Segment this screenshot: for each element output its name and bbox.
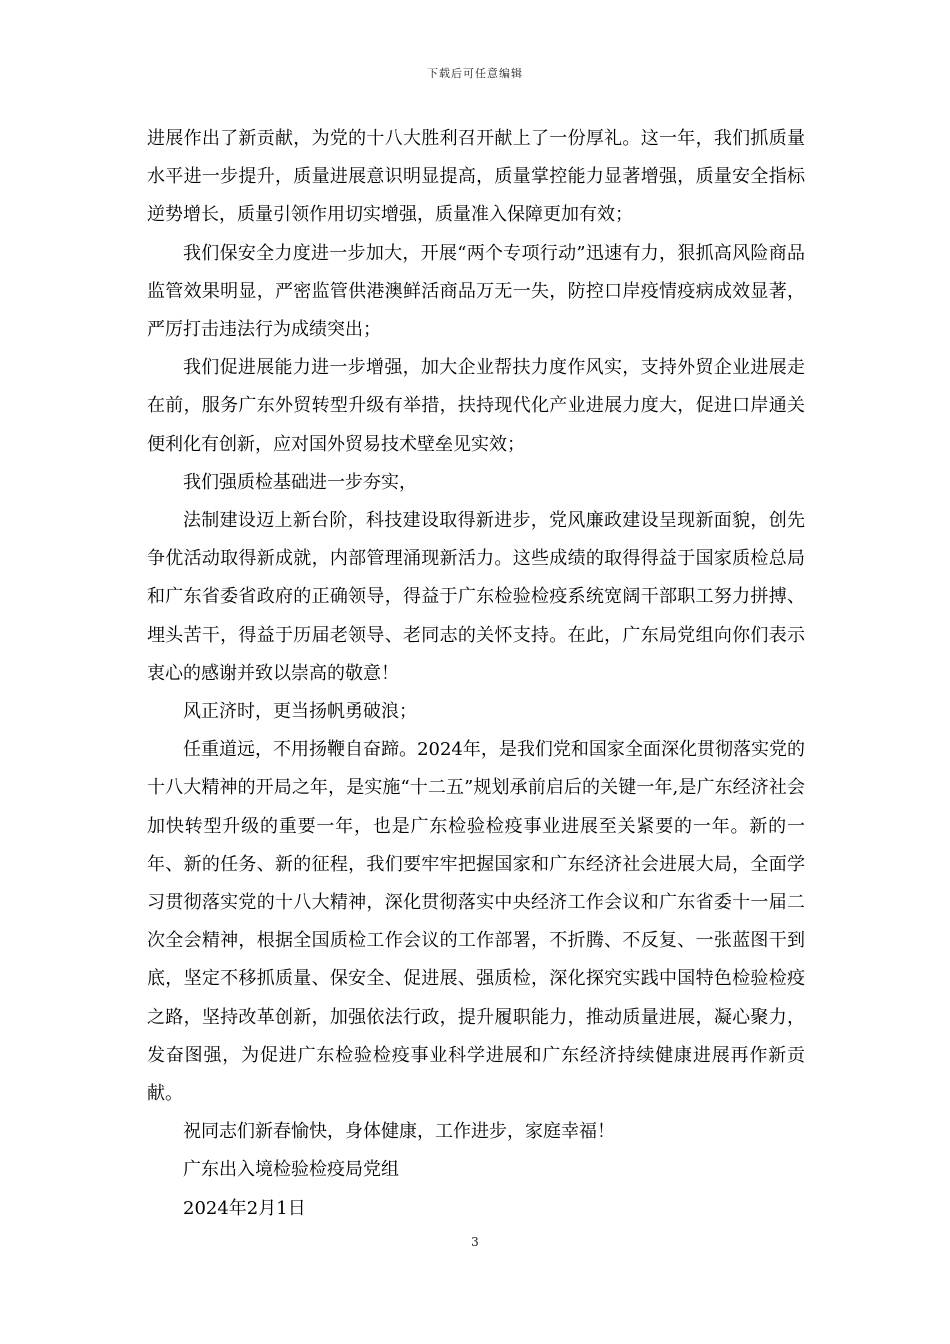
page-header-note: 下载后可任意编辑 [427, 67, 523, 80]
paragraph-development: 我们促进展能力进一步增强，加大企业帮扶力度作风实，支持外贸企业进展走在前，服务广东外贸转型升级有举措，扶持现代化产业进展力度大，促进口岸通关便利化有创新，应对国外贸易技术壁垒见实效； [147, 357, 805, 455]
document-body [147, 120, 805, 1228]
paragraph-motto-1: 风正济时，更当扬帆勇破浪； [183, 701, 417, 723]
paragraph-continuation: 进展作出了新贡献，为党的十八大胜利召开献上了一份厚礼。这一年，我们抓质量水平进一步提升，质量进展意识明显提高，质量掌控能力显著增强，质量安全指标逆势增长，质量引领作用切实增强，质量准入保障更加有效； [147, 128, 805, 226]
paragraph-quality-foundation: 我们强质检基础进一步夯实， [183, 471, 417, 493]
signature-organization: 广东出入境检验检疫局党组 [183, 1159, 399, 1181]
paragraph-safety: 我们保安全力度进一步加大，开展“两个专项行动”迅速有力，狠抓高风险商品监管效果明显，严密监管供港澳鲜活商品万无一失，防控口岸疫情疫病成效显著，严厉打击违法行为成绩突出； [147, 242, 805, 341]
paragraph-achievements: 法制建设迈上新台阶，科技建设取得新进步，党风廉政建设呈现新面貌，创先争优活动取得新成就，内部管理涌现新活力。这些成绩的取得得益于国家质检总局和广东省委省政府的正确领导，得益于广东检验检疫系统宽阔干部职工努力拼搏、埋头苦干，得益于历届老领导、老同志的关怀支持。在此，广东局党组向你们表示衷心的感谢并致以崇高的敬意！ [147, 510, 805, 684]
page-number: 3 [471, 1235, 479, 1249]
paragraph-outlook: 任重道远，不用扬鞭自奋蹄。2024年，是我们党和国家全面深化贯彻落实党的十八大精神的开局之年，是实施“十二五”规划承前启后的关键一年,是广东经济社会加快转型升级的重要一年，也是广东检验检疫事业进展至关紧要的一年。新的一年、新的任务、新的征程，我们要牢牢把握国家和广东经济社会进展大局，全面学习贯彻落实党的十八大精神，深化贯彻落实中央经济工作会议和广东省委十一届二次全会精神，根据全国质检工作会议的工作部署，不折腾、不反复、一张蓝图干到底，坚定不移抓质量、保安全、促进展、强质检，深化探究实践中国特色检验检疫之路，坚持改革创新，加强依法行政，提升履职能力，推动质量进展，凝心聚力，发奋图强，为促进广东检验检疫事业科学进展和广东经济持续健康进展再作新贡献。 [147, 739, 805, 1105]
signature-date: 2024年2月1日 [183, 1197, 306, 1219]
paragraph-greeting: 祝同志们新春愉快，身体健康，工作进步，家庭幸福！ [183, 1121, 615, 1143]
